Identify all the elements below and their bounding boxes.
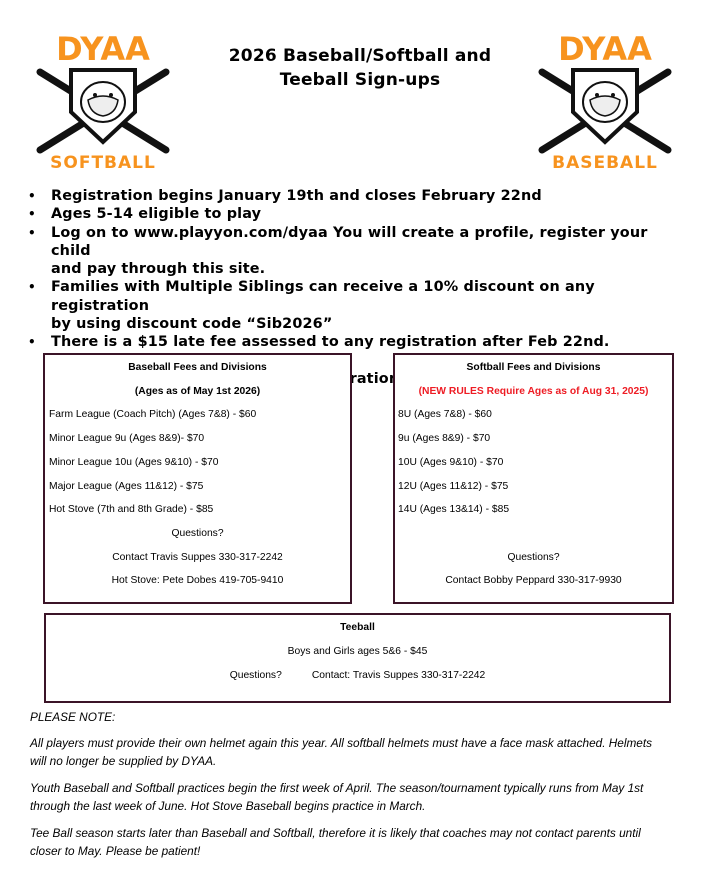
page-title [200, 44, 520, 92]
baseball-division: Minor League 10u (Ages 9&10) - $70 [49, 457, 219, 468]
softball-division: 8U (Ages 7&8) - $60 [398, 409, 492, 420]
baseball-division: Farm League (Coach Pitch) (Ages 7&8) - $60 [49, 409, 257, 420]
softball-box-title: Softball Fees and Divisions [466, 362, 601, 373]
baseball-contact: Contact Travis Suppes 330-317-2242 [112, 552, 283, 563]
svg-text:DYAA: DYAA [56, 30, 150, 68]
dyaa-softball-logo [28, 22, 178, 172]
baseball-division: Hot Stove (7th and 8th Grade) - $85 [49, 504, 214, 515]
softball-new-rules-subtitle: (NEW RULES Require Ages as of Aug 31, 2025) [418, 386, 649, 397]
bullet-registration-dates: • Registration begins January 19th and closes February 22nd [28, 188, 542, 204]
baseball-box-subtitle: (Ages as of May 1st 2026) [134, 386, 261, 397]
bullet-icon: • [28, 280, 36, 295]
teeball-contact-line [46, 670, 669, 681]
bullet-icon: • [28, 189, 36, 203]
bullet-icon: • [28, 335, 36, 350]
title-line-1: 2026 Baseball/Softball and [228, 46, 492, 66]
softball-questions: Questions? [507, 552, 560, 563]
softball-fees-box [393, 353, 674, 604]
baseball-division: Major League (Ages 11&12) - $75 [49, 481, 204, 492]
bullet-icon: • [28, 225, 36, 240]
baseball-questions: Questions? [171, 528, 224, 539]
teeball-contact: Contact: Travis Suppes 330-317-2242 [311, 670, 486, 681]
softball-division: 12U (Ages 11&12) - $75 [398, 481, 509, 492]
teeball-questions: Questions? [229, 670, 282, 681]
note-helmets: All players must provide their own helmet again this year. All softball helmets must have a face mask attached. Helmets will no longer be supplied by DYAA. [30, 736, 653, 768]
svg-text:DYAA: DYAA [558, 30, 652, 68]
bulldog-logo-icon [28, 22, 178, 172]
please-note-heading: PLEASE NOTE: [30, 710, 116, 724]
note-practice-schedule: Youth Baseball and Softball practices begin the first week of April. The season/tournament typically runs from May 1st through the last week of June. Hot Stove Baseball begins practice in March. [30, 781, 644, 813]
bullet-icon: • [28, 207, 36, 222]
bulldog-logo-icon [530, 22, 680, 172]
bullet-website: • Log on to www.playyon.com/dyaa You will create a profile, register your child and pay through this site. [28, 224, 648, 278]
teeball-box-title: Teeball [340, 622, 375, 633]
svg-text:BASEBALL: BASEBALL [552, 153, 658, 172]
bullet-late-fee: • There is a $15 late fee assessed to any registration after Feb 22nd. registrations [28, 334, 610, 387]
baseball-box-title: Baseball Fees and Divisions [128, 362, 267, 373]
bullet-sibling-discount: • Families with Multiple Siblings can receive a 10% discount on any registration by using discount code “Sib2026” [28, 279, 595, 333]
teeball-description: Boys and Girls ages 5&6 - $45 [287, 646, 428, 657]
softball-division: 14U (Ages 13&14) - $85 [398, 504, 510, 515]
softball-division: 10U (Ages 9&10) - $70 [398, 457, 504, 468]
svg-text:SOFTBALL: SOFTBALL [50, 153, 156, 172]
dyaa-baseball-logo [530, 22, 680, 172]
teeball-box [44, 613, 671, 703]
softball-division: 9u (Ages 8&9) - $70 [398, 433, 491, 444]
hot-stove-contact: Hot Stove: Pete Dobes 419-705-9410 [111, 575, 284, 586]
note-teeball-season: Tee Ball season starts later than Baseball and Softball, therefore it is likely that coaches may not contact parents until closer to May. Please be patient! [30, 826, 641, 858]
baseball-division: Minor League 9u (Ages 8&9)- $70 [49, 433, 205, 444]
softball-contact: Contact Bobby Peppard 330-317-9930 [445, 575, 622, 586]
title-line-2: Teeball Sign-ups [279, 70, 441, 90]
baseball-fees-box [43, 353, 352, 604]
bullet-ages: • Ages 5-14 eligible to play [28, 206, 262, 223]
